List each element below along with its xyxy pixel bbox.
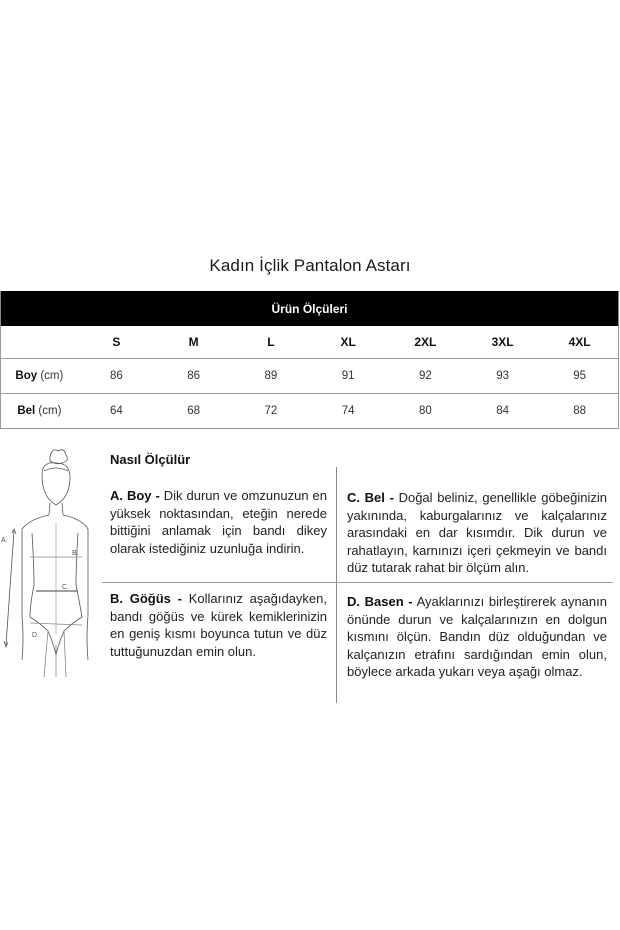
table-cell: 74	[310, 394, 387, 429]
howto-gogus	[110, 590, 327, 660]
label-d: D.	[32, 632, 39, 639]
size-header: 3XL	[464, 326, 541, 359]
table-row	[1, 359, 619, 394]
size-header: S	[78, 326, 155, 359]
vertical-divider	[336, 467, 337, 703]
howto-basen	[347, 593, 607, 681]
howto-key: B. Göğüs -	[110, 591, 182, 606]
table-cell: 89	[232, 359, 309, 394]
row-label	[1, 394, 78, 429]
size-header: M	[155, 326, 232, 359]
row-label-text: Boy	[15, 370, 38, 382]
corner-cell	[1, 326, 78, 359]
howto-text: Dik durun ve omzunuzun en yüksek noktasından, eteğin nerede bittiğini anlamak için bandı dikey olarak istediğiniz uzunluğa indirin.	[110, 488, 327, 556]
row-unit: (cm)	[40, 370, 64, 382]
table-cell: 80	[387, 394, 464, 429]
size-header: L	[232, 326, 309, 359]
table-cell: 91	[310, 359, 387, 394]
table-banner: Ürün Ölçüleri	[1, 291, 619, 326]
howto-key: C. Bel -	[347, 490, 394, 505]
label-c: C.	[62, 584, 69, 591]
table-cell: 86	[78, 359, 155, 394]
table-cell: 64	[78, 394, 155, 429]
howto-boy	[110, 487, 327, 557]
table-cell: 93	[464, 359, 541, 394]
howto-key: A. Boy -	[110, 488, 160, 503]
size-header: XL	[310, 326, 387, 359]
howto-text: Ayaklarınızı birleştirerek aynanın önünde durun ve kalçalarınızın en dolgun kısmını ölçün. Bandın düz olduğundan ve kalçanızın etrafını sardığından emin olun, böylece arkada yukarı veya aşağı olmaz.	[347, 594, 607, 679]
size-header-row	[1, 326, 619, 359]
product-title: Kadın İçlik Pantalon Astarı	[209, 256, 411, 275]
table-cell: 92	[387, 359, 464, 394]
size-table	[0, 291, 619, 429]
label-b: B.	[72, 550, 79, 557]
horizontal-divider	[102, 582, 613, 583]
table-banner-row	[1, 291, 619, 326]
howto-bel	[347, 489, 607, 577]
howto-title: Nasıl Ölçülür	[110, 452, 191, 467]
row-label	[1, 359, 78, 394]
body-measurement-figure	[0, 445, 110, 680]
table-cell: 72	[232, 394, 309, 429]
table-row	[1, 394, 619, 429]
size-header: 4XL	[541, 326, 618, 359]
size-header: 2XL	[387, 326, 464, 359]
row-label-text: Bel	[17, 405, 36, 417]
table-cell: 84	[464, 394, 541, 429]
row-unit: (cm)	[38, 405, 62, 417]
table-cell: 95	[541, 359, 618, 394]
table-cell: 88	[541, 394, 618, 429]
table-cell: 68	[155, 394, 232, 429]
table-cell: 86	[155, 359, 232, 394]
howto-text: Doğal beliniz, genellikle göbeğinizin yakınında, kaburgalarınız ve kalçalarınız arasındaki en dar kısımdır. Dik durun ve rahatlayın, karnınızı içeri çekmeyin ve bandı düz tutarak rahat bir ölçüm alın.	[347, 490, 607, 575]
label-a: A.	[1, 537, 8, 544]
howto-text: Kollarınız aşağıdayken, bandı göğüs ve kürek kemiklerinizin en geniş kısmı boyunca tutun ve düz tuttuğunuzdan emin olun.	[110, 591, 327, 659]
howto-key: D. Basen -	[347, 594, 413, 609]
